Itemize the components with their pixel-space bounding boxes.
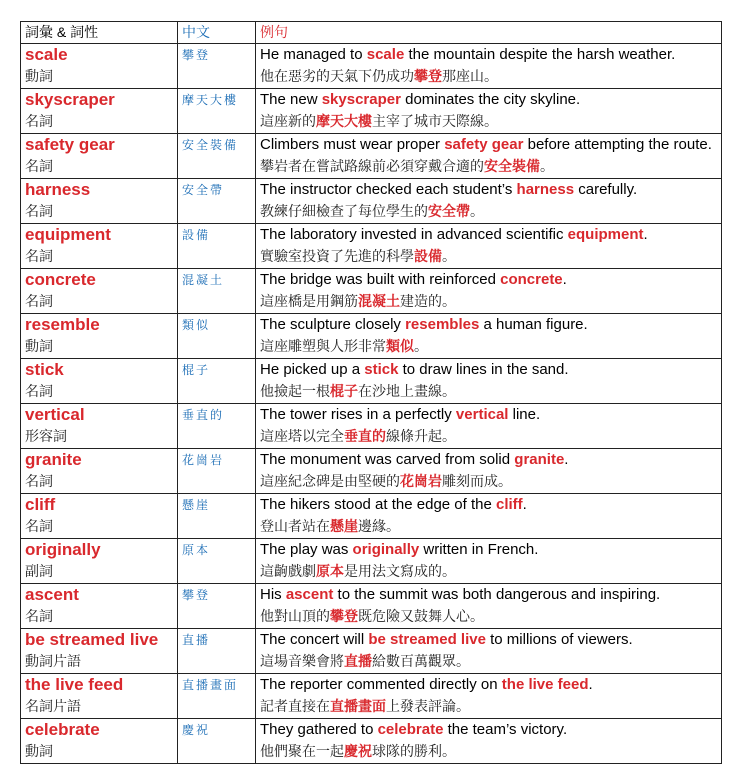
sentence-text: The tower rises in a perfectly: [260, 406, 456, 423]
vocab-word: vertical: [25, 405, 85, 424]
chinese-translation: 混凝土: [182, 273, 225, 287]
highlighted-word: vertical: [455, 406, 509, 423]
chinese-cell: [178, 629, 256, 674]
sentence-text: .: [562, 271, 567, 288]
highlighted-word: 懸崖: [330, 518, 358, 534]
sentence-text: a human figure.: [479, 316, 588, 333]
word-cell: [21, 539, 178, 584]
part-of-speech: 名詞: [25, 203, 53, 219]
sentence-text: 這場音樂會將: [260, 653, 344, 669]
chinese-cell: [178, 269, 256, 314]
table-row: [21, 494, 722, 539]
highlighted-word: celebrate: [377, 721, 444, 738]
example-cell: [256, 674, 722, 719]
example-sentence-en: [260, 44, 717, 66]
example-cell: [256, 629, 722, 674]
part-of-speech: 形容詞: [25, 428, 67, 444]
sentence-text: 既危險又鼓舞人心。: [358, 608, 484, 624]
part-of-speech: 名詞: [25, 293, 53, 309]
highlighted-word: 安全帶: [428, 203, 470, 219]
example-sentence-zh: [260, 426, 717, 447]
chinese-translation: 摩天大樓: [182, 93, 239, 107]
sentence-text: 在沙地上畫線。: [358, 383, 456, 399]
example-sentence-zh: [260, 606, 717, 627]
sentence-text: The bridge was built with reinforced: [260, 271, 501, 288]
sentence-text: 實驗室投資了先進的科學: [260, 248, 414, 264]
example-cell: [256, 584, 722, 629]
sentence-text: 線條升起。: [386, 428, 456, 444]
example-sentence-zh: [260, 471, 717, 492]
example-sentence-zh: [260, 66, 717, 87]
chinese-translation: 原本: [182, 543, 211, 557]
part-of-speech: 名詞: [25, 248, 53, 264]
word-cell: [21, 359, 178, 404]
table-row: [21, 449, 722, 494]
sentence-text: line.: [508, 406, 541, 423]
example-sentence-en: [260, 539, 717, 561]
highlighted-word: 直播畫面: [330, 698, 386, 714]
highlighted-word: ascent: [285, 586, 334, 603]
word-cell: [21, 584, 178, 629]
sentence-text: 邊緣。: [358, 518, 400, 534]
word-cell: [21, 629, 178, 674]
highlighted-word: harness: [516, 181, 575, 198]
word-cell: [21, 719, 178, 764]
word-cell: [21, 494, 178, 539]
highlighted-word: 摩天大樓: [316, 113, 372, 129]
vocab-word: resemble: [25, 315, 100, 334]
sentence-text: 記者直接在: [260, 698, 330, 714]
example-sentence-en: [260, 674, 717, 696]
example-cell: [256, 44, 722, 89]
example-cell: [256, 134, 722, 179]
sentence-text: 這座紀念碑是由堅硬的: [260, 473, 400, 489]
chinese-cell: [178, 674, 256, 719]
table-row: [21, 719, 722, 764]
part-of-speech: 名詞: [25, 518, 53, 534]
highlighted-word: 原本: [316, 563, 344, 579]
word-cell: [21, 224, 178, 269]
highlighted-word: granite: [514, 451, 565, 468]
highlighted-word: scale: [366, 46, 405, 63]
sentence-text: carefully.: [574, 181, 638, 198]
sentence-text: 。: [414, 338, 428, 354]
header-word-pos: 詞彙 & 詞性: [21, 22, 178, 44]
chinese-cell: [178, 404, 256, 449]
vocab-word: ascent: [25, 585, 79, 604]
example-sentence-zh: [260, 246, 717, 267]
table-row: [21, 539, 722, 584]
table-row: [21, 269, 722, 314]
example-sentence-zh: [260, 336, 717, 357]
highlighted-word: 棍子: [330, 383, 358, 399]
example-sentence-en: [260, 89, 717, 111]
highlighted-word: 慶祝: [344, 743, 372, 759]
sentence-text: 他們聚在一起: [260, 743, 344, 759]
sentence-text: The reporter commented directly on: [260, 676, 502, 693]
sentence-text: He picked up a: [260, 361, 365, 378]
sentence-text: The laboratory invested in advanced scientific: [260, 226, 568, 243]
sentence-text: The hikers stood at the edge of the: [260, 496, 496, 513]
example-sentence-zh: [260, 516, 717, 537]
chinese-translation: 懸崖: [182, 498, 211, 512]
chinese-translation: 類似: [182, 318, 211, 332]
example-cell: [256, 314, 722, 359]
word-cell: [21, 179, 178, 224]
sentence-text: 他在惡劣的天氣下仍成功: [260, 68, 414, 84]
header-example: 例句: [256, 22, 722, 44]
highlighted-word: stick: [364, 361, 399, 378]
part-of-speech: 名詞: [25, 608, 53, 624]
chinese-cell: [178, 134, 256, 179]
sentence-text: 教練仔細檢查了每位學生的: [260, 203, 428, 219]
sentence-text: .: [522, 496, 527, 513]
highlighted-word: the live feed: [501, 676, 589, 693]
sentence-text: The new: [260, 91, 322, 108]
highlighted-word: 垂直的: [344, 428, 386, 444]
sentence-text: the mountain despite the harsh weather.: [404, 46, 676, 63]
highlighted-word: concrete: [500, 271, 563, 288]
chinese-translation: 攀登: [182, 588, 211, 602]
table-row: [21, 404, 722, 449]
vocab-word: stick: [25, 360, 64, 379]
word-cell: [21, 404, 178, 449]
vocab-word: equipment: [25, 225, 111, 244]
chinese-translation: 攀登: [182, 48, 211, 62]
example-cell: [256, 494, 722, 539]
table-row: [21, 314, 722, 359]
chinese-translation: 棍子: [182, 363, 211, 377]
example-sentence-en: [260, 179, 717, 201]
sentence-text: 登山者站在: [260, 518, 330, 534]
part-of-speech: 名詞: [25, 158, 53, 174]
chinese-translation: 慶祝: [182, 723, 211, 737]
part-of-speech: 動詞: [25, 743, 53, 759]
table-body: [21, 44, 722, 764]
sentence-text: 建造的。: [400, 293, 456, 309]
example-sentence-en: [260, 494, 717, 516]
example-sentence-zh: [260, 111, 717, 132]
part-of-speech: 動詞: [25, 68, 53, 84]
example-sentence-en: [260, 719, 717, 741]
header-chinese: 中文: [178, 22, 256, 44]
vocab-word: be streamed live: [25, 630, 159, 649]
word-cell: [21, 449, 178, 494]
highlighted-word: 直播: [344, 653, 372, 669]
example-sentence-zh: [260, 381, 717, 402]
sentence-text: 上發表評論。: [386, 698, 470, 714]
example-cell: [256, 359, 722, 404]
sentence-text: the team’s victory.: [443, 721, 568, 738]
sentence-text: 球隊的勝利。: [372, 743, 456, 759]
word-cell: [21, 269, 178, 314]
chinese-cell: [178, 44, 256, 89]
part-of-speech: 名詞: [25, 383, 53, 399]
table-header-row: [21, 22, 722, 44]
table-row: [21, 359, 722, 404]
chinese-translation: 設備: [182, 228, 211, 242]
highlighted-word: skyscraper: [321, 91, 401, 108]
highlighted-word: 混凝土: [358, 293, 400, 309]
sentence-text: .: [588, 676, 593, 693]
sentence-text: to millions of viewers.: [485, 631, 633, 648]
example-sentence-en: [260, 629, 717, 651]
highlighted-word: 花崗岩: [400, 473, 442, 489]
part-of-speech: 副詞: [25, 563, 53, 579]
highlighted-word: 設備: [414, 248, 442, 264]
part-of-speech: 動詞: [25, 338, 53, 354]
sentence-text: to the summit was both dangerous and inspiring.: [333, 586, 661, 603]
highlighted-word: 攀登: [330, 608, 358, 624]
chinese-cell: [178, 359, 256, 404]
example-sentence-en: [260, 359, 717, 381]
vocab-word: celebrate: [25, 720, 100, 739]
sentence-text: 那座山。: [442, 68, 498, 84]
sentence-text: 他撿起一根: [260, 383, 330, 399]
highlighted-word: equipment: [567, 226, 644, 243]
vocab-word: harness: [25, 180, 91, 199]
chinese-cell: [178, 314, 256, 359]
sentence-text: 這座新的: [260, 113, 316, 129]
example-sentence-zh: [260, 741, 717, 762]
vocab-word: scale: [25, 45, 68, 64]
sentence-text: 這座橋是用鋼筋: [260, 293, 358, 309]
word-cell: [21, 134, 178, 179]
table-row: [21, 224, 722, 269]
vocab-word: cliff: [25, 495, 56, 514]
highlighted-word: resembles: [405, 316, 480, 333]
example-cell: [256, 719, 722, 764]
chinese-cell: [178, 494, 256, 539]
table-row: [21, 674, 722, 719]
example-sentence-zh: [260, 696, 717, 717]
table-row: [21, 89, 722, 134]
highlighted-word: cliff: [496, 496, 523, 513]
vocab-word: originally: [25, 540, 101, 559]
chinese-translation: 直播畫面: [182, 678, 239, 692]
sentence-text: .: [564, 451, 569, 468]
sentence-text: The concert will: [260, 631, 369, 648]
sentence-text: 主宰了城市天際線。: [372, 113, 498, 129]
example-sentence-en: [260, 224, 717, 246]
highlighted-word: be streamed live: [368, 631, 486, 648]
chinese-translation: 安全帶: [182, 183, 225, 197]
sentence-text: He managed to: [260, 46, 367, 63]
sentence-text: They gathered to: [260, 721, 378, 738]
chinese-cell: [178, 89, 256, 134]
vocab-word: skyscraper: [25, 90, 115, 109]
example-cell: [256, 404, 722, 449]
sentence-text: 這座雕塑與人形非常: [260, 338, 386, 354]
sentence-text: 。: [540, 158, 554, 174]
example-sentence-en: [260, 449, 717, 471]
word-cell: [21, 89, 178, 134]
example-cell: [256, 269, 722, 314]
example-sentence-en: [260, 584, 717, 606]
sentence-text: 攀岩者在嘗試路線前必須穿戴合適的: [260, 158, 484, 174]
highlighted-word: originally: [352, 541, 420, 558]
example-sentence-en: [260, 134, 717, 156]
sentence-text: 他對山頂的: [260, 608, 330, 624]
vocab-word: the live feed: [25, 675, 124, 694]
example-cell: [256, 449, 722, 494]
example-sentence-zh: [260, 561, 717, 582]
vocab-word: granite: [25, 450, 82, 469]
word-cell: [21, 674, 178, 719]
sentence-text: 給數百萬觀眾。: [372, 653, 470, 669]
part-of-speech: 名詞: [25, 473, 53, 489]
example-sentence-zh: [260, 201, 717, 222]
chinese-translation: 安全裝備: [182, 138, 239, 152]
sentence-text: dominates the city skyline.: [400, 91, 581, 108]
sentence-text: .: [643, 226, 648, 243]
sentence-text: before attempting the route.: [523, 136, 712, 153]
vocabulary-table: [20, 21, 722, 764]
example-cell: [256, 89, 722, 134]
word-cell: [21, 44, 178, 89]
example-sentence-en: [260, 404, 717, 426]
example-cell: [256, 179, 722, 224]
chinese-cell: [178, 179, 256, 224]
sentence-text: 這齣戲劇: [260, 563, 316, 579]
chinese-cell: [178, 449, 256, 494]
chinese-cell: [178, 224, 256, 269]
chinese-translation: 垂直的: [182, 408, 225, 422]
sentence-text: 是用法文寫成的。: [344, 563, 456, 579]
sentence-text: 。: [442, 248, 456, 264]
word-cell: [21, 314, 178, 359]
sentence-text: The sculpture closely: [260, 316, 406, 333]
chinese-cell: [178, 584, 256, 629]
part-of-speech: 動詞片語: [25, 653, 81, 669]
sentence-text: The instructor checked each student’s: [260, 181, 517, 198]
table-row: [21, 44, 722, 89]
example-cell: [256, 224, 722, 269]
sentence-text: His: [260, 586, 286, 603]
sentence-text: The play was: [260, 541, 353, 558]
part-of-speech: 名詞: [25, 113, 53, 129]
sentence-text: written in French.: [419, 541, 539, 558]
table-row: [21, 584, 722, 629]
highlighted-word: 攀登: [414, 68, 442, 84]
sentence-text: 。: [470, 203, 484, 219]
example-sentence-en: [260, 269, 717, 291]
table-row: [21, 134, 722, 179]
chinese-cell: [178, 539, 256, 584]
chinese-cell: [178, 719, 256, 764]
example-sentence-zh: [260, 156, 717, 177]
example-sentence-en: [260, 314, 717, 336]
table-row: [21, 179, 722, 224]
highlighted-word: 安全裝備: [484, 158, 540, 174]
example-sentence-zh: [260, 291, 717, 312]
vocab-word: safety gear: [25, 135, 115, 154]
sentence-text: Climbers must wear proper: [260, 136, 445, 153]
vocab-word: concrete: [25, 270, 96, 289]
sentence-text: 這座塔以完全: [260, 428, 344, 444]
sentence-text: The monument was carved from solid: [260, 451, 515, 468]
sentence-text: 雕刻而成。: [442, 473, 512, 489]
sentence-text: to draw lines in the sand.: [398, 361, 569, 378]
example-cell: [256, 539, 722, 584]
example-sentence-zh: [260, 651, 717, 672]
highlighted-word: 類似: [386, 338, 414, 354]
part-of-speech: 名詞片語: [25, 698, 81, 714]
highlighted-word: safety gear: [444, 136, 524, 153]
chinese-translation: 直播: [182, 633, 211, 647]
chinese-translation: 花崗岩: [182, 453, 225, 467]
table-row: [21, 629, 722, 674]
